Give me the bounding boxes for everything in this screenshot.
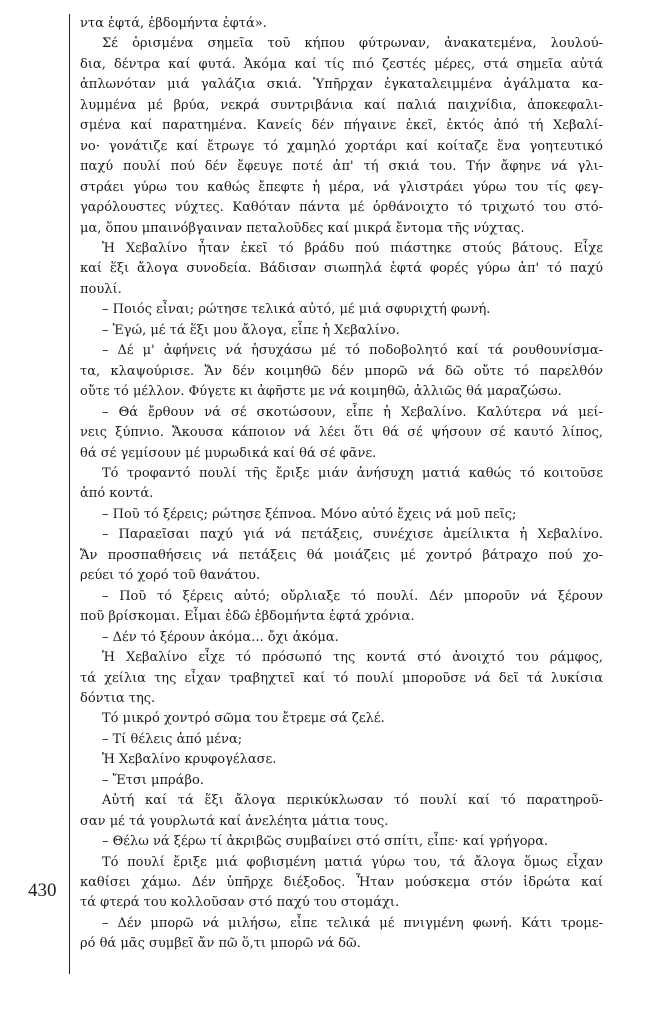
text-line: ντα ἑφτά, ἑβδομήντα ἑφτά».	[80, 16, 267, 31]
text-line: – Δέ μ' ἀφήνεις νά ἡσυχάσω μέ τό ποδοβολητό καί τά ρουθουνίσμα-	[102, 343, 603, 359]
text-line: – Ἔτσι μπράβο.	[102, 772, 204, 788]
text-line: σμένα καί παρατημένα. Κανείς δέν πήγαινε ἐκεῖ, ἐκτός ἀπό τή Χεβαλί-	[80, 118, 603, 134]
text-line: Ἡ Χεβαλίνο ἦταν ἐκεῖ τό βράδυ πού πιάστηκε στούς βάτους. Εἶχε	[102, 240, 603, 256]
text-line: ποῦ βρίσκομαι. Εἶμαι ἐδῶ ἑβδομήντα ἑφτά χρόνια.	[80, 609, 415, 625]
text-line: – Ποιός εἶναι; ρώτησε τελικά αὐτό, μέ μιά σφυριχτή φωνή.	[102, 302, 491, 318]
text-line: οὔτε τό μέλλον. Φύγετε κι ἀφῆστε με νά κοιμηθῶ, ἀλλιῶς θά μαραζώσω.	[80, 384, 562, 400]
text-line: γαρόλουστες νύχτες. Καθόταν πάντα μέ ὀρθάνοιχτο τό τριχωτό του στό-	[80, 200, 603, 216]
text-line: – Θέλω νά ξέρω τί ἀκριβῶς συμβαίνει στό σπίτι, εἶπε· καί γρήγορα.	[102, 834, 549, 850]
text-line: καί ἕξι ἄλογα συνοδεία. Βάδισαν σιωπηλά ἑφτά φορές γύρω ἀπ' τό παχύ	[80, 261, 603, 277]
text-line: – Δέν μπορῶ νά μιλήσω, εἶπε τελικά μέ πνιγμένη φωνή. Κάτι τρομε-	[102, 915, 603, 931]
text-line: καθίσει χάμω. Δέν ὑπῆρχε διέξοδος. Ἦταν μούσκεμα στόν ἱδρώτα καί	[80, 875, 603, 891]
text-line: λυμμένα μέ βρύα, νεκρά συντριβάνια καί παλιά παιχνίδια, ἀποκεφαλι-	[80, 97, 603, 113]
text-line: πουλί.	[80, 281, 122, 297]
text-line: – Δέν τό ξέρουν ἀκόμα... ὄχι ἀκόμα.	[102, 629, 339, 645]
text-line: ἀπό κοντά.	[80, 486, 154, 502]
text-line: – Θά ἔρθουν νά σέ σκοτώσουν, εἶπε ἡ Χεβαλίνο. Καλύτερα νά μεί-	[102, 404, 603, 420]
text-line: τα, κλαψούρισε. Ἄν δέν κοιμηθῶ δέν μπορῶ νά δῶ οὔτε τό παρελθόν	[80, 363, 603, 379]
text-line: ρεύει τό χορό τοῦ θανάτου.	[80, 568, 261, 584]
text-line: Τό μικρό χοντρό σῶμα του ἔτρεμε σά ζελέ.	[102, 711, 385, 727]
text-line: δόντια της.	[80, 690, 156, 706]
text-line: Τό πουλί ἔριξε μιά φοβισμένη ματιά γύρω του, τά ἄλογα ὅμως εἶχαν	[102, 854, 603, 870]
text-line: Ἡ Χεβαλίνο κρυφογέλασε.	[102, 752, 277, 768]
text-line: δια, δέντρα καί φυτά. Ἀκόμα καί τίς πιό ζεστές μέρες, στά σημεῖα αὐτά	[80, 56, 603, 72]
text-line: – Ποῦ τό ξέρεις; ρώτησε ξέπνοα. Μόνο αὐτό ἔχεις νά μοῦ πεῖς;	[102, 506, 517, 522]
text-line: ρό θά μᾶς συμβεῖ ἄν πῶ ὅ,τι μπορῶ νά δῶ.	[80, 936, 361, 952]
margin-rule	[69, 14, 70, 974]
text-line: – Παραεῖσαι παχύ γιά νά πετάξεις, συνέχισε ἀμείλικτα ἡ Χεβαλίνο.	[102, 527, 603, 543]
text-line: – Ἐγώ, μέ τά ἕξι μου ἄλογα, εἶπε ἡ Χεβαλίνο.	[102, 322, 400, 338]
page-number: 430	[28, 880, 57, 901]
text-line: θά σέ γεμίσουν μέ μυρωδικά καί θά σέ φᾶνε.	[80, 445, 377, 461]
text-line: Ἡ Χεβαλίνο εἶχε τό πρόσωπό της κοντά στό ἀνοιχτό του ράμφος,	[102, 650, 603, 666]
text-line: – Ποῦ τό ξέρεις αὐτό; οὔρλιαξε τό πουλί. Δέν μποροῦν νά ξέρουν	[102, 588, 603, 604]
text-body	[80, 14, 603, 955]
text-line: τά φτερά του κολλοῦσαν στό παχύ του στομάχι.	[80, 895, 400, 911]
text-line: νεις ξύπνιο. Ἄκουσα κάποιον νά λέει ὅτι θά σέ ψήσουν σέ καυτό λίπος,	[80, 425, 603, 441]
text-line: Αὐτή καί τά ἕξι ἄλογα περικύκλωσαν τό πουλί καί τό παρατηροῦ-	[102, 793, 603, 809]
text-line: νο· γονάτιζε καί ἔτρωγε τό χαμηλό χορτάρι καί κοίταζε ἕνα γοητευτικό	[80, 138, 603, 154]
text-line: στράει γύρω του καθώς ἔπεφτε ἡ μέρα, νά γλιστράει γύρω του τίς φεγ-	[80, 179, 603, 195]
text-line: – Τί θέλεις ἀπό μένα;	[102, 731, 243, 747]
text-line: τά χείλια της εἶχαν τραβηχτεῖ καί τό πουλί μποροῦσε νά δεῖ τά λυκίσια	[80, 670, 603, 686]
text-line: Ἄν προσπαθήσεις νά πετάξεις θά μοιάζεις μέ χοντρό βάτραχο πού χο-	[80, 547, 603, 563]
text-line: ἁπλωνόταν μιά γαλάζια σκιά. Ὑπῆρχαν ἐγκαταλειμμένα ἀγάλματα κα-	[80, 77, 603, 93]
text-line: Τό τροφαντό πουλί τῆς ἔριξε μιάν ἀνήσυχη ματιά καθώς τό κοιτοῦσε	[102, 465, 603, 481]
text-line: Σέ ὁρισμένα σημεῖα τοῦ κήπου φύτρωναν, ἀνακατεμένα, λουλού-	[102, 36, 603, 52]
text-line: παχύ πουλί πού δέν ἔφευγε ποτέ ἀπ' τή σκιά του. Τήν ἄφηνε νά γλι-	[80, 159, 603, 175]
text-line: σαν μέ τά γουρλωτά καί ἀνελέητα μάτια τους.	[80, 813, 389, 829]
text-line: μα, ὅπου μπαινόβγαιναν πεταλοῦδες καί μικρά ἔντομα τῆς νύχτας.	[80, 220, 525, 236]
